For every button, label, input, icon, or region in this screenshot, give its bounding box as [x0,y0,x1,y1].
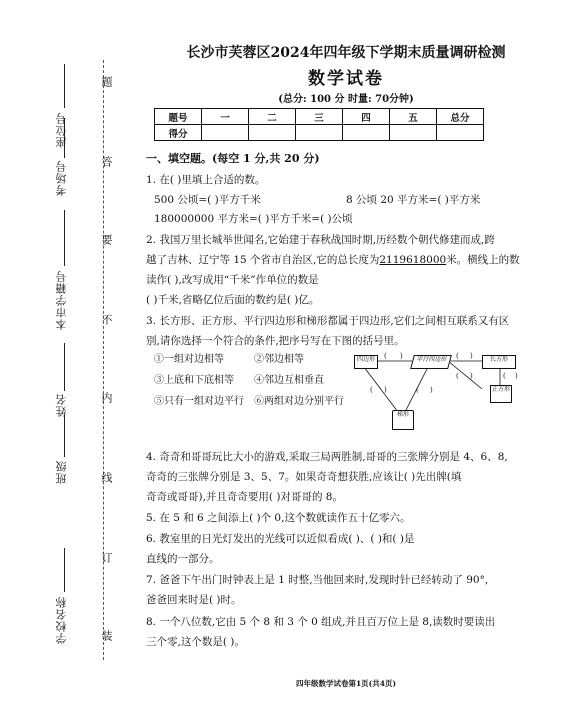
question-3-line-1: 3. 长方形、正方形、平行四边形和梯形都属于四边形,它们之间相互联系又有区 [146,315,510,327]
seal-dashed-line [103,60,104,660]
svg-text:(: ( [384,352,387,360]
seal-char: 订 [100,552,113,563]
question-2-line-3: 读作( ),改写成用“千米”作单位的数是 [146,274,319,286]
score-input-cell[interactable] [296,125,343,141]
score-cell: 一 [202,109,249,125]
school-label: 学校名称 [55,596,68,644]
node-parallelogram: 平行四边形 [410,355,452,369]
option: ④邻边互相垂直 [254,375,324,386]
question-4-line-2: 奇奇的三张牌分别是 3、5、7。如果奇奇想获胜,应该让( )先出牌(填 [146,471,462,483]
name-line [64,343,65,391]
score-cell: 二 [249,109,296,125]
seal-char: 题 [100,76,113,87]
score-cell: 总分 [437,109,484,125]
question-3-line-2: 别,请你选择一个符合的条件,把序号写在下图的括号里。 [146,335,405,347]
score-header-row [155,109,484,125]
option: ③上底和下底相等 [154,375,234,386]
score-table [154,108,484,141]
seal-char: 线 [100,472,113,483]
quadrilateral-diagram [350,348,540,438]
binding-margin [0,0,118,701]
svg-text:): ) [470,352,473,360]
svg-text:(: ( [416,386,419,394]
exam-info: (总分: 100 分 时量: 70分钟) [278,94,414,105]
node-rectangle: 长方形 [482,355,516,369]
question-1-c: 180000000 平方米=( )平方千米=( )公顷 [154,213,353,225]
question-1: 1. 在( )里填上合适的数。 [146,174,266,186]
seat-line [64,64,65,108]
svg-text:): ) [400,352,403,360]
option-row [154,391,344,412]
question-7-line-1: 7. 爸爸下午出门时钟表上是 1 时整,当他回来时,发现时针已经转动了 90°, [146,574,489,586]
svg-text:(: ( [456,372,459,380]
svg-text:): ) [430,386,433,394]
page-footer: 四年级数学试卷第1页(共4页) [295,679,397,688]
option: ①一组对边相等 [154,354,224,365]
question-8-line-1: 8. 一个八位数,它由 5 个 8 和 3 个 0 组成,并且百万位上是 8,读数时要读出 [146,616,496,628]
exam-no-line [64,210,65,266]
school-line [64,548,65,592]
score-cell: 五 [390,109,437,125]
node-quadrilateral: 四边形 [354,355,378,369]
question-2-text: 越了吉林、辽宁等 15 个省市自治区,它的总长度为 [146,254,380,266]
svg-text:): ) [515,372,518,380]
score-input-cell[interactable] [343,125,390,141]
seal-char: 要 [100,234,113,245]
question-4-line-1: 4. 奇奇和哥哥玩比大小的游戏,采取三局两胜制,哥哥的三张牌分别是 4、6、8, [146,451,508,463]
node-square: 正方形 [490,385,512,403]
score-input-cell[interactable] [202,125,249,141]
class-line [64,415,65,457]
section-1-title: 一、填空题。(每空 1 分,共 20 分) [146,152,320,165]
question-3-options [154,349,344,412]
svg-text:): ) [470,372,473,380]
name-label: 姓名 [55,393,68,417]
question-2-line-4: ( )千米,省略亿位后面的数约是( )亿。 [146,294,320,306]
class-label: 班级 [55,460,68,484]
svg-text:(: ( [503,372,506,380]
question-6-line-2: 直线的一部分。 [146,553,220,565]
question-6-line-1: 6. 教室里的日光灯发出的光线可以近似看成( )、( )和( )是 [146,533,415,545]
score-cell: 得分 [155,125,202,141]
exam-subtitle: 数学试卷 [308,69,384,89]
seal-char: 装 [100,630,113,641]
question-5: 5. 在 5 和 6 之间添上( )个 0,这个数就读作五十亿零六。 [146,512,411,524]
option-row [154,370,344,391]
score-cell: 三 [296,109,343,125]
question-1-a: 500 公顷=( )平方千米 [154,194,261,206]
score-input-cell[interactable] [390,125,437,141]
score-input-cell[interactable] [249,125,296,141]
question-4-line-3: 奇奇或哥哥),并且奇奇要用( )对哥哥的 8。 [146,491,343,503]
svg-text:): ) [384,386,387,394]
question-1-b: 8 公顷 20 平方米=( )平方米 [346,194,481,206]
svg-text:(: ( [370,386,373,394]
score-input-cell[interactable] [437,125,484,141]
score-value-row [155,125,484,141]
option: ⑥两组对边分别平行 [254,396,344,407]
question-8-line-2: 三个零,这个数是( )。 [146,636,245,648]
seal-char: 内 [100,392,113,403]
seal-char: 答 [100,156,113,167]
question-2-number: 2119618000 [379,254,447,266]
option: ⑤只有一组对边平行 [154,396,244,407]
question-7-line-2: 爸爸回来时是( )时。 [146,594,242,606]
seat-label: 座位号 [55,112,68,148]
option-row [154,349,344,370]
option: ②邻边相等 [254,354,304,365]
exam-no-label: 本市学籍号 [55,270,68,330]
score-cell: 题号 [155,109,202,125]
node-trapezoid: 梯形 [392,410,414,430]
question-2-text-end: 米。横线上的数 [446,254,520,266]
question-2-line-2 [146,250,556,270]
svg-text:(: ( [456,352,459,360]
exam-title: 长沙市芙蓉区2024年四年级下学期末质量调研检测 [186,45,506,61]
exam-room-label: 考场号 [55,160,68,196]
question-2-line-1: 2. 我国万里长城举世闻名,它始建于春秋战国时期,历经数个朝代修建而成,跨 [146,234,495,246]
score-cell: 四 [343,109,390,125]
seal-char: 不 [100,314,113,325]
